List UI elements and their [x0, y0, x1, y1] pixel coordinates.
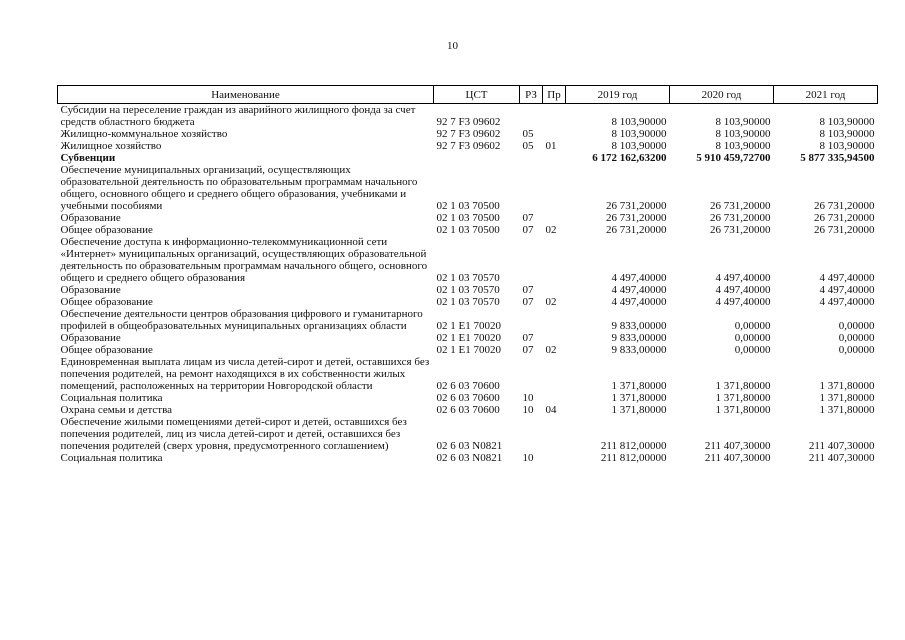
row-rz	[520, 152, 543, 164]
table-row	[58, 416, 878, 452]
row-2019: 8 103,90000	[611, 128, 667, 140]
row-name: Жилищно-коммунальное хозяйство	[60, 128, 228, 140]
row-cst: 02 6 03 70600	[436, 380, 500, 392]
row-rz: 07	[522, 296, 534, 308]
row-2021: 8 103,90000	[819, 128, 875, 140]
row-name: Общее образование	[60, 224, 153, 236]
row-name: Обеспечение муниципальных организаций, осуществляющих образовательной деятельность по образовательным программам начального общего, основного общего и среднего общего образования, учебниками и учебными пособиями	[60, 164, 418, 212]
row-2019: 9 833,00000	[611, 332, 667, 344]
row-2020: 4 497,40000	[715, 296, 771, 308]
row-2020: 8 103,90000	[715, 116, 771, 128]
row-2019: 211 812,00000	[600, 440, 667, 452]
row-name: Субвенции	[60, 152, 116, 164]
row-2019: 26 731,20000	[606, 224, 667, 236]
row-2020: 26 731,20000	[710, 224, 771, 236]
row-2020: 0,00000	[734, 320, 771, 332]
row-name: Обеспечение деятельности центров образования цифрового и гуманитарного профилей в общеобразовательных муниципальных организациях области	[60, 308, 423, 332]
row-pr	[543, 416, 566, 452]
row-pr: 02	[545, 344, 557, 356]
header-2020: 2020 год	[670, 86, 774, 104]
row-pr	[543, 308, 566, 332]
row-cst: 92 7 F3 09602	[436, 116, 501, 128]
row-cst	[434, 152, 520, 164]
row-pr	[543, 152, 566, 164]
table-row	[58, 104, 878, 129]
row-rz: 07	[522, 284, 534, 296]
row-rz: 07	[522, 212, 534, 224]
row-2020: 4 497,40000	[715, 272, 771, 284]
row-cst: 02 1 E1 70020	[436, 320, 501, 332]
row-2021: 4 497,40000	[819, 284, 875, 296]
row-rz: 10	[522, 392, 534, 404]
row-2019: 1 371,80000	[611, 380, 667, 392]
row-cst: 92 7 F3 09602	[436, 140, 501, 152]
row-rz	[520, 164, 543, 212]
row-cst: 02 6 03 70600	[436, 404, 500, 416]
table-header-row	[58, 86, 878, 104]
row-cst: 02 6 03 70600	[436, 392, 500, 404]
row-rz: 07	[522, 344, 534, 356]
row-cst: 02 1 E1 70020	[436, 332, 501, 344]
row-rz: 07	[522, 332, 534, 344]
row-pr	[543, 128, 566, 140]
row-2019: 4 497,40000	[611, 272, 667, 284]
row-cst: 02 6 03 N0821	[436, 440, 503, 452]
row-cst: 02 1 03 70500	[436, 212, 500, 224]
row-rz: 07	[522, 224, 534, 236]
row-2021: 0,00000	[838, 320, 875, 332]
row-2021: 1 371,80000	[819, 380, 875, 392]
row-pr	[543, 332, 566, 344]
table-row	[58, 164, 878, 212]
row-2019: 4 497,40000	[611, 296, 667, 308]
row-cst: 02 6 03 N0821	[436, 452, 503, 464]
table-row	[58, 404, 878, 416]
row-2021: 5 877 335,94500	[800, 152, 875, 164]
row-2020: 26 731,20000	[710, 212, 771, 224]
table-row	[58, 356, 878, 392]
row-pr	[543, 164, 566, 212]
row-rz	[520, 236, 543, 284]
table-row	[58, 332, 878, 344]
row-2019: 9 833,00000	[611, 320, 667, 332]
row-2021: 4 497,40000	[819, 296, 875, 308]
row-2021: 26 731,20000	[814, 200, 875, 212]
row-2019: 6 172 162,63200	[592, 152, 667, 164]
table-row	[58, 236, 878, 284]
row-2019: 26 731,20000	[606, 200, 667, 212]
row-pr: 01	[545, 140, 557, 152]
row-name: Социальная политика	[60, 452, 163, 464]
row-2021: 0,00000	[838, 344, 875, 356]
row-2020: 8 103,90000	[715, 140, 771, 152]
row-rz: 05	[522, 128, 534, 140]
row-pr	[543, 236, 566, 284]
row-name: Жилищное хозяйство	[60, 140, 162, 152]
page-number: 10	[447, 40, 458, 52]
row-name: Социальная политика	[60, 392, 163, 404]
row-cst: 02 1 03 70570	[436, 296, 500, 308]
row-pr	[543, 392, 566, 404]
table-row	[58, 344, 878, 356]
row-2019: 8 103,90000	[611, 116, 667, 128]
row-name: Обеспечение доступа к информационно-телекоммуникационной сети «Интернет» муниципальных организаций, осуществляющих образовательной деятельность по образовательным программам начального общего, основного общего и среднего общего образования	[60, 236, 428, 284]
row-2019: 9 833,00000	[611, 344, 667, 356]
row-2020: 26 731,20000	[710, 200, 771, 212]
row-cst: 02 1 03 70570	[436, 272, 500, 284]
row-2020: 5 910 459,72700	[696, 152, 771, 164]
budget-table	[57, 85, 878, 464]
row-pr	[543, 452, 566, 464]
header-2021: 2021 год	[774, 86, 878, 104]
row-name: Общее образование	[60, 296, 153, 308]
row-name: Обеспечение жилыми помещениями детей-сирот и детей, оставшихся без попечения родителей, лиц из числа детей-сирот и детей, оставшихся без попечения родителей (сверх уровня, предусмотренного соглашением)	[60, 416, 407, 452]
row-2021: 26 731,20000	[814, 224, 875, 236]
row-name: Охрана семьи и детства	[60, 404, 173, 416]
row-pr: 04	[545, 404, 557, 416]
row-rz	[520, 416, 543, 452]
header-rz: РЗ	[520, 86, 543, 104]
header-2019: 2019 год	[566, 86, 670, 104]
row-2021: 8 103,90000	[819, 140, 875, 152]
row-2020: 1 371,80000	[715, 392, 771, 404]
row-2019: 26 731,20000	[606, 212, 667, 224]
row-2020: 4 497,40000	[715, 284, 771, 296]
row-2020: 0,00000	[734, 344, 771, 356]
row-rz: 05	[522, 140, 534, 152]
row-2019: 211 812,00000	[600, 452, 667, 464]
row-cst: 92 7 F3 09602	[436, 128, 501, 140]
row-2020: 211 407,30000	[704, 452, 771, 464]
row-rz: 10	[522, 404, 534, 416]
header-cst: ЦСТ	[434, 86, 520, 104]
table-row	[58, 140, 878, 152]
row-2021: 1 371,80000	[819, 392, 875, 404]
row-name: Субсидии на переселение граждан из аварийного жилищного фонда за счет средств областного бюджета	[60, 104, 416, 128]
row-name: Единовременная выплата лицам из числа детей-сирот и детей, оставшихся без попечения родителей, на ремонт находящихся в их собственности жилых помещений, расположенных на территории Новгородской области	[60, 356, 430, 392]
row-2020: 1 371,80000	[715, 380, 771, 392]
table-row	[58, 308, 878, 332]
table-row-section-total	[58, 152, 878, 164]
row-pr: 02	[545, 224, 557, 236]
row-cst: 02 1 03 70500	[436, 200, 500, 212]
row-pr	[543, 212, 566, 224]
row-2019: 4 497,40000	[611, 284, 667, 296]
table-row	[58, 392, 878, 404]
row-2020: 0,00000	[734, 332, 771, 344]
row-pr	[543, 284, 566, 296]
row-name: Образование	[60, 212, 121, 224]
row-2021: 0,00000	[838, 332, 875, 344]
row-2019: 1 371,80000	[611, 404, 667, 416]
row-2021: 4 497,40000	[819, 272, 875, 284]
row-rz	[520, 104, 543, 129]
table-row	[58, 212, 878, 224]
row-cst: 02 1 03 70500	[436, 224, 500, 236]
row-2021: 211 407,30000	[808, 452, 875, 464]
table-row	[58, 452, 878, 464]
row-2020: 211 407,30000	[704, 440, 771, 452]
row-2021: 26 731,20000	[814, 212, 875, 224]
row-pr: 02	[545, 296, 557, 308]
header-name: Наименование	[58, 86, 434, 104]
row-2019: 8 103,90000	[611, 140, 667, 152]
table-row	[58, 128, 878, 140]
row-cst: 02 1 03 70570	[436, 284, 500, 296]
row-2021: 8 103,90000	[819, 116, 875, 128]
row-name: Общее образование	[60, 344, 153, 356]
row-rz: 10	[522, 452, 534, 464]
row-2019: 1 371,80000	[611, 392, 667, 404]
header-pr: Пр	[543, 86, 566, 104]
row-pr	[543, 356, 566, 392]
row-2021: 1 371,80000	[819, 404, 875, 416]
table-row	[58, 284, 878, 296]
row-rz	[520, 308, 543, 332]
row-2020: 1 371,80000	[715, 404, 771, 416]
row-pr	[543, 104, 566, 129]
row-2021: 211 407,30000	[808, 440, 875, 452]
row-name: Образование	[60, 332, 121, 344]
row-name: Образование	[60, 284, 121, 296]
row-rz	[520, 356, 543, 392]
row-2020: 8 103,90000	[715, 128, 771, 140]
table-row	[58, 224, 878, 236]
table-row	[58, 296, 878, 308]
row-cst: 02 1 E1 70020	[436, 344, 501, 356]
